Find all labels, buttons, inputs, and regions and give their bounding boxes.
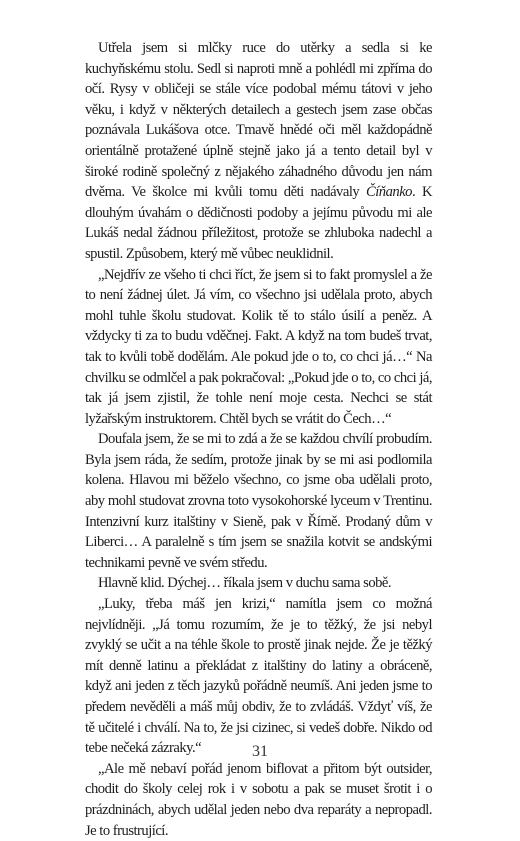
paragraph: „Ale mě nebaví pořád jenom biflovat a přitom být outsider, chodit do školy celej rok i v sobotu a pak se muset šrotit i o prázdninách, abych udělal jeden nebo dva reparáty a nepropadl. Je to frustrující.	[85, 760, 432, 839]
page-number: 31	[252, 743, 268, 760]
paragraph: „Luky, třeba máš jen krizi,“ namítla jsem co možná nejvlídněji. „Já tomu rozumím, že je to těžký, že jsi nebyl zvyklý se učit a na téhle škole to prostě jinak nejde. Že je těžký mít denně latinu a překládat z italštiny do latiny a obráceně, když ani jeden z těch jazyků pořádně neumíš. Ani jeden jsme to předem nevěděli a máš můj obdiv, že to zvládáš. Vždyť víš, že tě učitelé i chválí. Na to, že jsi cizinec, si vedeš dobře. Nikdo od tebe nečeká zázraky.“	[85, 596, 432, 757]
paragraph: Utřela jsem si mlčky ruce do utěrky a sedla si ke kuchyňskému stolu. Sedl si naproti mně a pohlédl mi zpříma do očí. Rysy v obličeji se stále více podobal mému tátovi v jeho věku, i když v některých detailech a gestech jsem zase občas poznávala Lukášova otce. Tmavě hnědé oči měl každopádně orientálně protažené úplně stejně jako já a tento detail byl v široké rodině společný z nějakého záhadného důvodu jen nám dvěma. Ve školce mi kvůli tomu děti nadávaly Číňanko. K dlouhým úvahám o dědičnosti podoby a jejímu původu mi ale Lukáš nedal žádnou příležitost, protože se zhluboka nadechl a spustil. Způsobem, který mě vůbec neuklidnil.	[85, 40, 432, 262]
paragraph: Hlavně klid. Dýchej… říkala jsem v duchu sama sobě.	[98, 575, 392, 592]
paragraph: Doufala jsem, že se mi to zdá a že se každou chvílí probudím. Byla jsem ráda, že sedím, protože jinak by se mi asi podlomila kolena. Hlavou mi běželo všechno, co jsme oba udělali proto, aby mohl studovat zrovna toto vysokohorské lyceum v Trentinu. Intenzivní kurz italštiny v Sieně, pak v Římě. Prodaný dům v Liberci… A paralelně s tím jsem se snažila kotvit se andskými technikami pevně ve svém středu.	[85, 431, 432, 571]
emphasis: Číňanko	[366, 184, 412, 201]
body-text	[85, 38, 432, 841]
paragraph: „Nejdřív ze všeho ti chci říct, že jsem si to fakt promyslel a že to není žádnej úlet. Já vím, co všechno jsi udělala proto, abych mohl tuhle školu studovat. Kolik tě to stálo úsilí a peněz. A vždycky ti za to budu vděčnej. Fakt. A když na tom budeš trvat, tak to kvůli tobě dodělám. Ale pokud jde o to, co chci já…“ Na chvilku se odmlčel a pak pokračoval: „Pokud jde o to, co chci já, tak já jsem zjistil, že tohle není moje cesta. Nechci se stát lyžařským instruktorem. Chtěl bych se vrátit do Čech…“	[85, 266, 432, 427]
